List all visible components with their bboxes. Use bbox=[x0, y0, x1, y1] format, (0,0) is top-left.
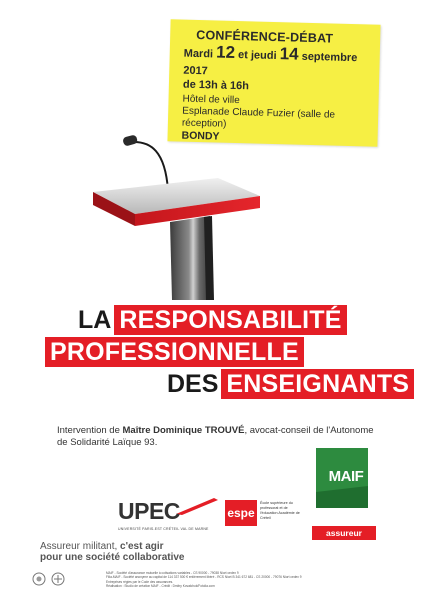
event-type: CONFÉRENCE-DÉBAT bbox=[196, 27, 334, 46]
footer bbox=[20, 567, 410, 589]
espe-description: École supérieure du professorat et de l'éducation Académie de Créteil bbox=[260, 501, 300, 520]
title-row-1 bbox=[78, 305, 347, 335]
date-month-year: septembre 2017 bbox=[183, 50, 358, 78]
date-day1-label: Mardi bbox=[183, 47, 214, 61]
upec-subtitle: UNIVERSITÉ PARIS-EST CRÉTEIL VAL DE MARNE bbox=[118, 527, 209, 531]
maif-wordmark: MAIF bbox=[328, 468, 364, 485]
maif-tagline: assureur militant bbox=[312, 526, 376, 540]
title-row-3 bbox=[167, 369, 414, 399]
intervention-prefix: Intervention de bbox=[57, 425, 123, 436]
date-day2-number: 14 bbox=[279, 44, 299, 64]
poster-title bbox=[0, 300, 423, 400]
upec-roof-icon bbox=[174, 496, 220, 516]
upec-wordmark: UPEC bbox=[118, 498, 180, 524]
maif-logo bbox=[312, 448, 374, 552]
event-time: de 13h à 16h bbox=[182, 78, 250, 93]
slogan-part1: Assureur militant, bbox=[40, 541, 121, 552]
event-city: BONDY bbox=[181, 129, 220, 143]
legal-line-1: MAIF - Société d'assurance mutuelle à cotisations variables - CS 90000 - 79038 Niort cedex 9 bbox=[106, 571, 239, 575]
slogan-part1-bold: c'est agir bbox=[120, 541, 164, 552]
intervention-text bbox=[57, 425, 377, 449]
title-word-des: DES bbox=[167, 370, 219, 398]
legal-line-4: Réalisation : Studio de création MAIF - Crédit : Dmitry Kovalchuk/Fotolia.com bbox=[106, 583, 215, 588]
legal-line-2: Filia-MAIF - Société anonyme au capital de 114 337 500 € entièrement libéré - RCS Niort B 341 672 681 - CS 20000 - 79076 Niort cedex 9 bbox=[106, 575, 302, 580]
date-connector: et jeudi bbox=[237, 49, 277, 63]
legal-line-3: Entreprises régies par le Code des assurances. bbox=[106, 579, 174, 584]
event-address: Esplanade Claude Fuzier (salle de réception) bbox=[181, 105, 336, 130]
footer-badges-icon bbox=[32, 572, 72, 586]
title-word-enseignants: ENSEIGNANTS bbox=[221, 369, 414, 399]
title-row-2 bbox=[45, 337, 304, 367]
slogan bbox=[40, 541, 184, 563]
slogan-line2: pour une société collaborative bbox=[40, 552, 185, 563]
title-word-responsabilite: RESPONSABILITÉ bbox=[114, 305, 346, 335]
speaker-name: Maître Dominique TROUVÉ bbox=[122, 425, 245, 436]
maif-logo-box bbox=[316, 448, 368, 508]
espe-logo bbox=[225, 496, 300, 532]
title-word-la: LA bbox=[78, 306, 112, 334]
title-word-professionnelle: PROFESSIONNELLE bbox=[45, 337, 304, 367]
legal-text bbox=[106, 571, 416, 588]
espe-wordmark: espe bbox=[225, 500, 257, 526]
event-venue: Hôtel de ville bbox=[182, 93, 240, 107]
intervention-suffix: , avocat-conseil de l'Autonome de Solidarité Laïque 93. bbox=[57, 425, 374, 448]
upec-logo bbox=[118, 496, 218, 532]
date-day1-number: 12 bbox=[215, 42, 236, 62]
